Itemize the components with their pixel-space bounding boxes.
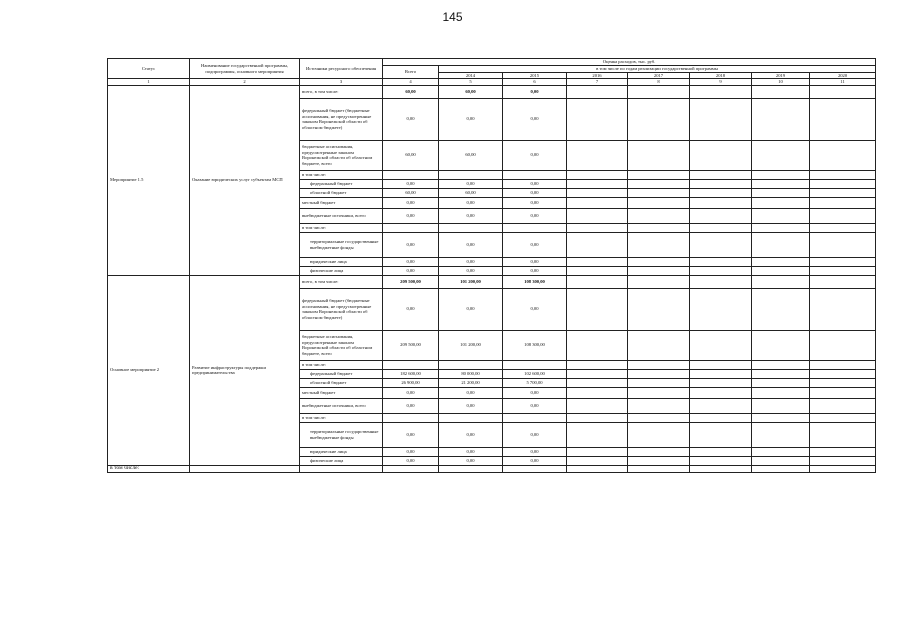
source-cell: юридические лица bbox=[300, 257, 383, 266]
source-cell: всего, в том числе: bbox=[300, 275, 383, 288]
empty-cell bbox=[752, 179, 810, 188]
empty-cell bbox=[567, 465, 628, 472]
empty-cell bbox=[810, 266, 876, 275]
source-cell: местный бюджет bbox=[300, 387, 383, 398]
empty-cell bbox=[690, 413, 752, 422]
status-cell: Мероприятие 1.5 bbox=[108, 85, 190, 275]
empty-cell bbox=[567, 387, 628, 398]
value-cell: 0,00 bbox=[439, 456, 503, 465]
header-name: Наименование государственной программы, подпрограммы, основного мероприятия bbox=[190, 59, 300, 79]
empty-cell bbox=[752, 197, 810, 208]
value-cell: 101 200,00 bbox=[439, 275, 503, 288]
column-number: 5 bbox=[439, 79, 503, 86]
empty-cell bbox=[752, 387, 810, 398]
value-cell: 0,00 bbox=[503, 179, 567, 188]
value-cell: 0,00 bbox=[383, 232, 439, 257]
header-year: 2016 bbox=[567, 72, 628, 79]
value-cell: 0,00 bbox=[383, 197, 439, 208]
value-cell: 182 600,00 bbox=[383, 369, 439, 378]
empty-cell bbox=[752, 378, 810, 387]
empty-cell bbox=[567, 422, 628, 447]
value-cell: 209 500,00 bbox=[383, 330, 439, 360]
column-number: 7 bbox=[567, 79, 628, 86]
empty-cell bbox=[752, 422, 810, 447]
empty-cell bbox=[752, 398, 810, 413]
empty-cell bbox=[752, 330, 810, 360]
source-cell: юридические лица bbox=[300, 447, 383, 456]
empty-cell bbox=[810, 140, 876, 170]
empty-cell bbox=[628, 232, 690, 257]
empty-cell bbox=[190, 465, 300, 472]
value-cell: 0,00 bbox=[439, 257, 503, 266]
value-cell: 0,00 bbox=[439, 197, 503, 208]
empty-cell bbox=[567, 257, 628, 266]
header-status: Статус bbox=[108, 59, 190, 79]
empty-cell bbox=[752, 98, 810, 140]
empty-cell bbox=[810, 257, 876, 266]
empty-cell bbox=[567, 232, 628, 257]
empty-cell bbox=[752, 188, 810, 197]
value-cell bbox=[503, 360, 567, 369]
value-cell bbox=[503, 413, 567, 422]
value-cell: 0,00 bbox=[503, 456, 567, 465]
empty-cell bbox=[628, 360, 690, 369]
value-cell: 0,00 bbox=[503, 232, 567, 257]
source-cell: в том числе: bbox=[300, 223, 383, 232]
empty-cell bbox=[628, 413, 690, 422]
empty-cell bbox=[810, 208, 876, 223]
empty-cell bbox=[690, 360, 752, 369]
value-cell: 0,00 bbox=[439, 266, 503, 275]
source-cell: местный бюджет bbox=[300, 197, 383, 208]
empty-cell bbox=[810, 422, 876, 447]
empty-cell bbox=[810, 465, 876, 472]
empty-cell bbox=[752, 85, 810, 98]
empty-cell bbox=[567, 85, 628, 98]
empty-cell bbox=[690, 266, 752, 275]
value-cell: 0,00 bbox=[503, 447, 567, 456]
empty-cell bbox=[567, 330, 628, 360]
empty-cell bbox=[628, 465, 690, 472]
empty-cell bbox=[690, 387, 752, 398]
empty-cell bbox=[752, 360, 810, 369]
empty-cell bbox=[567, 197, 628, 208]
empty-cell bbox=[810, 387, 876, 398]
empty-cell bbox=[690, 140, 752, 170]
empty-cell bbox=[567, 140, 628, 170]
empty-cell bbox=[628, 140, 690, 170]
empty-cell bbox=[628, 188, 690, 197]
page-number: 145 bbox=[442, 10, 463, 24]
empty-cell bbox=[690, 170, 752, 179]
empty-cell bbox=[810, 413, 876, 422]
empty-cell bbox=[752, 369, 810, 378]
empty-cell bbox=[300, 465, 383, 472]
empty-cell bbox=[567, 275, 628, 288]
empty-cell bbox=[628, 85, 690, 98]
empty-cell bbox=[567, 288, 628, 330]
value-cell: 0,00 bbox=[439, 387, 503, 398]
empty-cell bbox=[690, 447, 752, 456]
empty-cell bbox=[690, 208, 752, 223]
value-cell: 60,00 bbox=[439, 188, 503, 197]
value-cell: 0,00 bbox=[383, 422, 439, 447]
value-cell: 60,00 bbox=[383, 188, 439, 197]
empty-cell bbox=[690, 179, 752, 188]
empty-cell bbox=[690, 288, 752, 330]
empty-cell bbox=[628, 275, 690, 288]
empty-cell bbox=[810, 330, 876, 360]
empty-cell bbox=[690, 330, 752, 360]
value-cell bbox=[383, 413, 439, 422]
empty-cell bbox=[690, 398, 752, 413]
value-cell: 60,00 bbox=[383, 140, 439, 170]
empty-cell bbox=[567, 369, 628, 378]
source-cell: бюджетные ассигнования, предусмотренные законом Воронежской области об областном бюджете, всего bbox=[300, 330, 383, 360]
value-cell: 0,00 bbox=[439, 288, 503, 330]
value-cell: 0,00 bbox=[503, 140, 567, 170]
value-cell bbox=[383, 360, 439, 369]
source-cell: областной бюджет bbox=[300, 378, 383, 387]
empty-cell bbox=[628, 266, 690, 275]
value-cell: 0,00 bbox=[503, 98, 567, 140]
value-cell: 0,00 bbox=[439, 398, 503, 413]
empty-cell bbox=[752, 275, 810, 288]
value-cell: 0,00 bbox=[383, 447, 439, 456]
source-cell: физические лица bbox=[300, 266, 383, 275]
empty-cell bbox=[628, 223, 690, 232]
empty-cell bbox=[567, 398, 628, 413]
value-cell: 102 600,00 bbox=[503, 369, 567, 378]
value-cell bbox=[383, 170, 439, 179]
header-estimate: Оценка расходов, тыс. руб. bbox=[383, 59, 876, 66]
empty-cell bbox=[628, 197, 690, 208]
expense-table bbox=[107, 58, 876, 473]
empty-cell bbox=[810, 170, 876, 179]
empty-cell bbox=[752, 170, 810, 179]
empty-cell bbox=[810, 197, 876, 208]
value-cell: 0,00 bbox=[503, 398, 567, 413]
empty-cell bbox=[628, 398, 690, 413]
value-cell: 60,00 bbox=[383, 85, 439, 98]
value-cell: 0,00 bbox=[439, 422, 503, 447]
source-cell: внебюджетные источники, всего bbox=[300, 398, 383, 413]
empty-cell bbox=[567, 447, 628, 456]
value-cell: 0,00 bbox=[503, 208, 567, 223]
value-cell: 0,00 bbox=[503, 188, 567, 197]
empty-cell bbox=[690, 257, 752, 266]
value-cell bbox=[439, 170, 503, 179]
source-cell: в том числе: bbox=[300, 360, 383, 369]
empty-cell bbox=[628, 179, 690, 188]
empty-cell bbox=[752, 413, 810, 422]
column-number: 6 bbox=[503, 79, 567, 86]
empty-cell bbox=[567, 266, 628, 275]
source-cell: федеральный бюджет (бюджетные ассигнования, не предусмотренные законом Воронежской области об областном бюджете) bbox=[300, 288, 383, 330]
empty-cell bbox=[752, 447, 810, 456]
empty-cell bbox=[810, 288, 876, 330]
empty-cell bbox=[567, 188, 628, 197]
header-by-year: в том числе по годам реализации государственной программы bbox=[439, 66, 876, 73]
header-total: Всего bbox=[383, 66, 439, 79]
empty-cell bbox=[567, 170, 628, 179]
value-cell: 5 700,00 bbox=[503, 378, 567, 387]
value-cell: 60,00 bbox=[439, 85, 503, 98]
empty-cell bbox=[628, 369, 690, 378]
value-cell: 0,00 bbox=[503, 387, 567, 398]
empty-cell bbox=[628, 378, 690, 387]
empty-cell bbox=[810, 232, 876, 257]
value-cell: 209 500,00 bbox=[383, 275, 439, 288]
column-number: 4 bbox=[383, 79, 439, 86]
empty-cell bbox=[503, 465, 567, 472]
value-cell: 108 300,00 bbox=[503, 330, 567, 360]
value-cell: 108 300,00 bbox=[503, 275, 567, 288]
footer-label: в том числе: bbox=[108, 465, 190, 472]
empty-cell bbox=[752, 208, 810, 223]
empty-cell bbox=[752, 257, 810, 266]
header-year: 2019 bbox=[752, 72, 810, 79]
value-cell: 0,00 bbox=[383, 266, 439, 275]
empty-cell bbox=[810, 275, 876, 288]
empty-cell bbox=[628, 456, 690, 465]
value-cell: 0,00 bbox=[503, 85, 567, 98]
empty-cell bbox=[383, 465, 439, 472]
empty-cell bbox=[567, 179, 628, 188]
empty-cell bbox=[690, 98, 752, 140]
empty-cell bbox=[690, 465, 752, 472]
empty-cell bbox=[810, 98, 876, 140]
empty-cell bbox=[810, 179, 876, 188]
source-cell: федеральный бюджет (бюджетные ассигнования, не предусмотренные законом Воронежской области об областном бюджете) bbox=[300, 98, 383, 140]
empty-cell bbox=[810, 85, 876, 98]
value-cell: 60,00 bbox=[439, 140, 503, 170]
footer-row bbox=[108, 465, 876, 472]
empty-cell bbox=[690, 188, 752, 197]
empty-cell bbox=[628, 98, 690, 140]
value-cell: 0,00 bbox=[439, 232, 503, 257]
empty-cell bbox=[690, 197, 752, 208]
empty-cell bbox=[810, 188, 876, 197]
value-cell: 0,00 bbox=[503, 197, 567, 208]
value-cell: 0,00 bbox=[383, 387, 439, 398]
value-cell: 101 200,00 bbox=[439, 330, 503, 360]
value-cell: 0,00 bbox=[383, 98, 439, 140]
source-cell: областной бюджет bbox=[300, 188, 383, 197]
empty-cell bbox=[628, 330, 690, 360]
value-cell: 0,00 bbox=[439, 208, 503, 223]
empty-cell bbox=[628, 208, 690, 223]
empty-cell bbox=[752, 456, 810, 465]
empty-cell bbox=[690, 369, 752, 378]
empty-cell bbox=[567, 208, 628, 223]
value-cell: 0,00 bbox=[383, 398, 439, 413]
value-cell bbox=[439, 360, 503, 369]
value-cell: 21 200,00 bbox=[439, 378, 503, 387]
header-year: 2020 bbox=[810, 72, 876, 79]
empty-cell bbox=[810, 456, 876, 465]
value-cell: 80 000,00 bbox=[439, 369, 503, 378]
empty-cell bbox=[810, 369, 876, 378]
empty-cell bbox=[439, 465, 503, 472]
column-number: 2 bbox=[190, 79, 300, 86]
source-cell: территориальные государственные внебюджетные фонды bbox=[300, 422, 383, 447]
name-cell: Развитие инфраструктуры поддержки предпринимательства bbox=[190, 275, 300, 465]
empty-cell bbox=[628, 288, 690, 330]
empty-cell bbox=[752, 266, 810, 275]
source-cell: бюджетные ассигнования, предусмотренные законом Воронежской области об областном бюджете, всего bbox=[300, 140, 383, 170]
column-number: 11 bbox=[810, 79, 876, 86]
empty-cell bbox=[690, 422, 752, 447]
empty-cell bbox=[810, 447, 876, 456]
source-cell: федеральный бюджет bbox=[300, 179, 383, 188]
value-cell: 26 900,00 bbox=[383, 378, 439, 387]
empty-cell bbox=[628, 257, 690, 266]
header-year: 2017 bbox=[628, 72, 690, 79]
value-cell: 0,00 bbox=[439, 447, 503, 456]
column-number: 8 bbox=[628, 79, 690, 86]
empty-cell bbox=[628, 387, 690, 398]
header-year: 2014 bbox=[439, 72, 503, 79]
source-cell: в том числе: bbox=[300, 170, 383, 179]
value-cell: 0,00 bbox=[503, 288, 567, 330]
header-source: Источники ресурсного обеспечения bbox=[300, 59, 383, 79]
value-cell bbox=[439, 223, 503, 232]
empty-cell bbox=[567, 223, 628, 232]
column-number: 3 bbox=[300, 79, 383, 86]
empty-cell bbox=[752, 465, 810, 472]
value-cell: 0,00 bbox=[383, 257, 439, 266]
empty-cell bbox=[628, 170, 690, 179]
empty-cell bbox=[752, 223, 810, 232]
empty-cell bbox=[567, 378, 628, 387]
empty-cell bbox=[810, 223, 876, 232]
empty-cell bbox=[810, 378, 876, 387]
value-cell: 0,00 bbox=[383, 288, 439, 330]
empty-cell bbox=[752, 232, 810, 257]
empty-cell bbox=[690, 378, 752, 387]
source-cell: территориальные государственные внебюджетные фонды bbox=[300, 232, 383, 257]
value-cell bbox=[383, 223, 439, 232]
empty-cell bbox=[690, 456, 752, 465]
empty-cell bbox=[567, 360, 628, 369]
table-row bbox=[108, 275, 876, 288]
empty-cell bbox=[752, 288, 810, 330]
value-cell: 0,00 bbox=[503, 422, 567, 447]
source-cell: в том числе: bbox=[300, 413, 383, 422]
empty-cell bbox=[690, 275, 752, 288]
value-cell bbox=[503, 223, 567, 232]
value-cell: 0,00 bbox=[503, 266, 567, 275]
empty-cell bbox=[628, 422, 690, 447]
empty-cell bbox=[752, 140, 810, 170]
table-row bbox=[108, 85, 876, 98]
source-cell: всего, в том числе: bbox=[300, 85, 383, 98]
empty-cell bbox=[810, 398, 876, 413]
source-cell: внебюджетные источники, всего bbox=[300, 208, 383, 223]
value-cell: 0,00 bbox=[503, 257, 567, 266]
column-number: 1 bbox=[108, 79, 190, 86]
source-cell: федеральный бюджет bbox=[300, 369, 383, 378]
empty-cell bbox=[567, 456, 628, 465]
value-cell: 0,00 bbox=[383, 208, 439, 223]
value-cell: 0,00 bbox=[439, 98, 503, 140]
empty-cell bbox=[567, 98, 628, 140]
value-cell: 0,00 bbox=[383, 179, 439, 188]
header-year: 2018 bbox=[690, 72, 752, 79]
header-year: 2015 bbox=[503, 72, 567, 79]
empty-cell bbox=[690, 223, 752, 232]
name-cell: Оказание юридических услуг субъектам МСП bbox=[190, 85, 300, 275]
value-cell bbox=[439, 413, 503, 422]
empty-cell bbox=[810, 360, 876, 369]
empty-cell bbox=[690, 85, 752, 98]
empty-cell bbox=[690, 232, 752, 257]
empty-cell bbox=[567, 413, 628, 422]
value-cell: 0,00 bbox=[383, 456, 439, 465]
column-number: 9 bbox=[690, 79, 752, 86]
value-cell bbox=[503, 170, 567, 179]
column-number: 10 bbox=[752, 79, 810, 86]
status-cell: Основное мероприятие 2 bbox=[108, 275, 190, 465]
value-cell: 0,00 bbox=[439, 179, 503, 188]
source-cell: физические лица bbox=[300, 456, 383, 465]
empty-cell bbox=[628, 447, 690, 456]
